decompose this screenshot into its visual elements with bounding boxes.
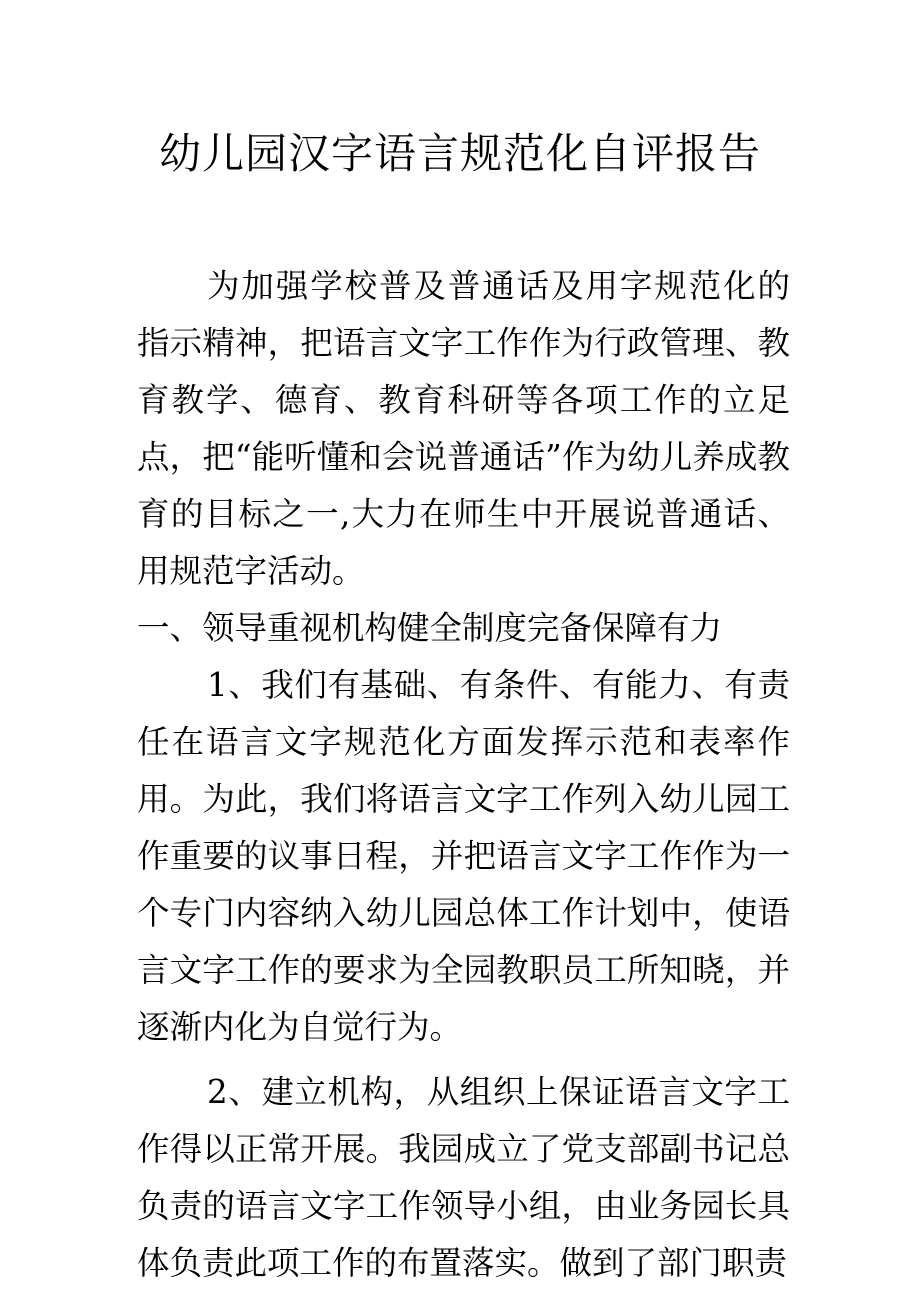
intro-paragraph: 为加强学校普及普通话及用字规范化的指示精神，把语言文字工作作为行政管理、教育教学、德育、教育科研等各项工作的立足点，把“能听懂和会说普通话”作为幼儿养成教育的目标之一,大力在师生中开展说普通话、用规范字活动。 (137, 267, 790, 590)
item-2-paragraph: 2、建立机构，从组织上保证语言文字工作得以正常开展。我园成立了党支部副书记总负责的语言文字工作领导小组，由业务园长具体负责此项工作的布置落实。做到了部门职责 (137, 1073, 790, 1282)
item-1-paragraph: 1、我们有基础、有条件、有能力、有责任在语言文字规范化方面发挥示范和表率作用。为此，我们将语言文字工作列入幼儿园工作重要的议事日程，并把语言文字工作作为一个专门内容纳入幼儿园总体工作计划中，使语言文字工作的要求为全园教职员工所知晓，并逐渐内化为自觉行为。 (137, 666, 790, 1046)
section-heading: 一、领导重视机构健全制度完备保障有力 (137, 609, 723, 647)
document-body (137, 258, 790, 1292)
document-title: 幼儿园汉字语言规范化自评报告 (158, 129, 761, 178)
